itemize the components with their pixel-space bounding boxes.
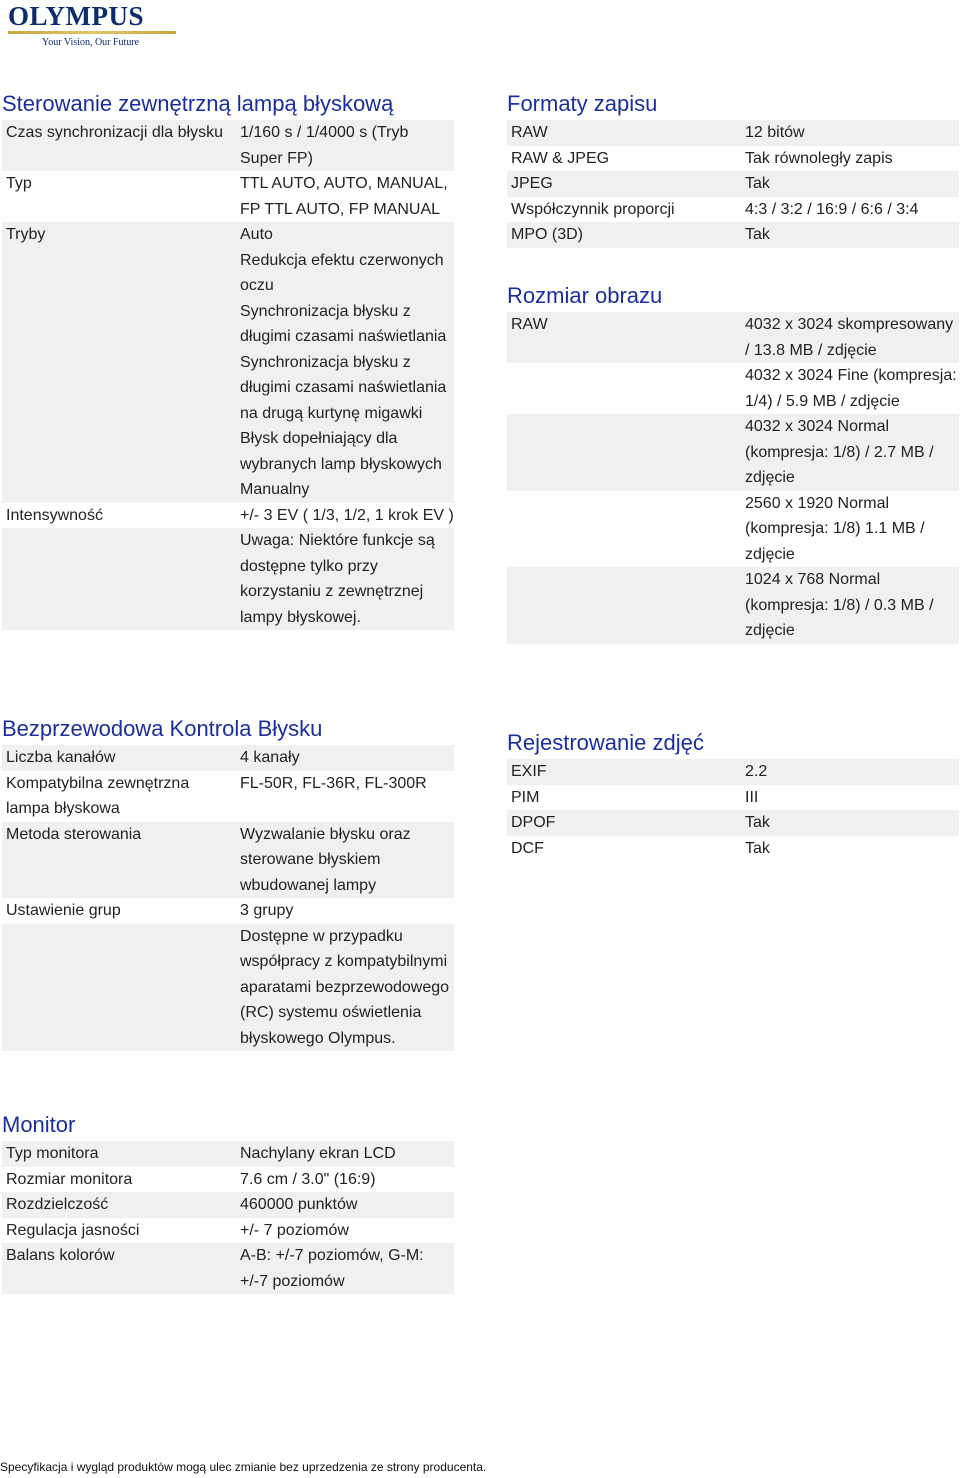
brand-swoosh bbox=[8, 31, 176, 34]
spec-value: 12 bitów bbox=[745, 124, 805, 141]
spec-label bbox=[2, 924, 240, 1052]
spec-label: RAW bbox=[511, 316, 548, 333]
spec-row bbox=[2, 350, 454, 427]
spec-row bbox=[2, 1141, 454, 1167]
spec-label: Rozdzielczość bbox=[6, 1196, 109, 1213]
spec-value: Wyzwalanie błysku oraz sterowane błyskiem wbudowanej lampy bbox=[240, 825, 411, 894]
spec-table bbox=[507, 759, 959, 861]
spec-value: 2.2 bbox=[745, 763, 768, 780]
spec-value: Tak równoległy zapis bbox=[745, 149, 893, 167]
section-flash-control bbox=[2, 90, 454, 630]
footer-disclaimer: Specyfikacja i wygląd produktów mogą ulec zmianie bez uprzedzenia ze strony producenta. bbox=[0, 1460, 487, 1474]
brand-name: OLYMPUS bbox=[8, 1, 145, 31]
spec-value: 1/160 s / 1/4000 s (Tryb Super FP) bbox=[240, 124, 409, 167]
spec-label: Typ bbox=[6, 175, 32, 192]
spec-row bbox=[2, 528, 454, 630]
spec-row bbox=[2, 745, 454, 771]
spec-value: Błysk dopełniający dla wybranych lamp błyskowych bbox=[240, 430, 442, 473]
spec-row bbox=[2, 924, 454, 1052]
spec-label: RAW & JPEG bbox=[511, 149, 610, 167]
spec-value: 2560 x 1920 Normal (kompresja: 1/8) 1.1 MB / zdjęcie bbox=[745, 494, 925, 563]
spec-value: 4:3 / 3:2 / 16:9 / 6:6 / 3:4 bbox=[745, 200, 919, 218]
spec-label: Intensywność bbox=[6, 506, 103, 524]
spec-label: Liczba kanałów bbox=[6, 749, 116, 766]
spec-row bbox=[507, 120, 959, 146]
spec-row bbox=[507, 414, 959, 491]
spec-row bbox=[2, 171, 454, 222]
spec-value: FL-50R, FL-36R, FL-300R bbox=[240, 774, 427, 792]
spec-label bbox=[507, 567, 745, 644]
spec-label: Balans kolorów bbox=[6, 1247, 115, 1264]
spec-row bbox=[507, 567, 959, 644]
spec-row bbox=[2, 503, 454, 529]
section-title: Rozmiar obrazu bbox=[507, 283, 663, 308]
brand-tagline: Your Vision, Our Future bbox=[42, 37, 140, 48]
spec-label: Tryby bbox=[6, 226, 46, 243]
spec-label: Czas synchronizacji dla błysku bbox=[6, 124, 223, 141]
spec-label: RAW bbox=[511, 124, 548, 141]
spec-row bbox=[507, 810, 959, 836]
spec-row bbox=[2, 426, 454, 477]
spec-value: 1024 x 768 Normal (kompresja: 1/8) / 0.3 MB / zdjęcie bbox=[745, 571, 934, 639]
spec-row bbox=[2, 222, 454, 248]
spec-label: Typ monitora bbox=[6, 1145, 99, 1162]
spec-row bbox=[2, 822, 454, 899]
section-recording-formats bbox=[507, 90, 959, 248]
spec-value: Uwaga: Niektóre funkcje są dostępne tylko przy korzystaniu z zewnętrznej lampy błyskowej. bbox=[240, 532, 435, 626]
spec-label: PIM bbox=[511, 788, 540, 806]
spec-value: 4032 x 3024 skompresowany / 13.8 MB / zdjęcie bbox=[745, 316, 954, 359]
spec-value: Tak bbox=[745, 814, 770, 831]
spec-row bbox=[2, 1243, 454, 1294]
spec-row bbox=[507, 759, 959, 785]
spec-value: Dostępne w przypadku współpracy z kompatybilnymi aparatami bezprzewodowego (RC) systemu oświetlenia błyskowego Olympus. bbox=[240, 927, 450, 1047]
spec-row bbox=[507, 363, 959, 414]
section-title: Formaty zapisu bbox=[507, 91, 658, 116]
spec-value: +/- 7 poziomów bbox=[240, 1221, 349, 1239]
section-image-recording bbox=[507, 729, 959, 861]
spec-label bbox=[2, 248, 240, 299]
spec-table bbox=[2, 745, 454, 1051]
brand-logo bbox=[8, 2, 180, 50]
section-title: Sterowanie zewnętrzną lampą błyskową bbox=[2, 91, 394, 116]
spec-row bbox=[2, 771, 454, 822]
spec-row bbox=[507, 785, 959, 811]
spec-value: TTL AUTO, AUTO, MANUAL, FP TTL AUTO, FP MANUAL bbox=[240, 175, 448, 218]
spec-label bbox=[507, 363, 745, 414]
spec-label: Metoda sterowania bbox=[6, 825, 142, 843]
spec-value: Tak bbox=[745, 226, 770, 243]
spec-value: Auto bbox=[240, 226, 273, 243]
spec-value: 4032 x 3024 Fine (kompresja: 1/4) / 5.9 MB / zdjęcie bbox=[745, 367, 957, 410]
spec-label bbox=[2, 426, 240, 477]
spec-label bbox=[2, 299, 240, 350]
spec-value: III bbox=[745, 788, 759, 806]
spec-value: Redukcja efektu czerwonych oczu bbox=[240, 251, 444, 294]
spec-label: Kompatybilna zewnętrzna lampa błyskowa bbox=[6, 774, 190, 817]
spec-row bbox=[507, 491, 959, 568]
spec-value: Tak bbox=[745, 839, 770, 857]
spec-table bbox=[507, 312, 959, 644]
spec-label: Regulacja jasności bbox=[6, 1221, 140, 1239]
spec-row bbox=[2, 1167, 454, 1193]
spec-label: JPEG bbox=[511, 175, 553, 192]
spec-label: Rozmiar monitora bbox=[6, 1170, 133, 1188]
spec-table bbox=[2, 120, 454, 630]
spec-row bbox=[507, 146, 959, 172]
spec-label bbox=[2, 350, 240, 427]
spec-value: 4032 x 3024 Normal (kompresja: 1/8) / 2.7 MB / zdjęcie bbox=[745, 418, 934, 486]
spec-value: +/- 3 EV ( 1/3, 1/2, 1 krok EV ) bbox=[240, 506, 454, 524]
spec-row bbox=[507, 312, 959, 363]
spec-row bbox=[2, 477, 454, 503]
section-title: Bezprzewodowa Kontrola Błysku bbox=[2, 716, 323, 741]
spec-row bbox=[2, 898, 454, 924]
spec-value: Synchronizacja błysku z długimi czasami naświetlania bbox=[240, 302, 447, 345]
spec-label: DCF bbox=[511, 839, 544, 857]
spec-row bbox=[2, 248, 454, 299]
spec-label bbox=[507, 491, 745, 568]
spec-label bbox=[2, 477, 240, 503]
spec-row bbox=[2, 1192, 454, 1218]
section-image-size bbox=[507, 282, 959, 644]
spec-row bbox=[507, 197, 959, 223]
spec-value: 7.6 cm / 3.0" (16:9) bbox=[240, 1170, 376, 1188]
section-monitor bbox=[2, 1111, 454, 1294]
spec-label: MPO (3D) bbox=[511, 226, 583, 243]
spec-value: 460000 punktów bbox=[240, 1196, 358, 1213]
spec-value: Manualny bbox=[240, 481, 310, 498]
spec-label: Współczynnik proporcji bbox=[511, 200, 675, 218]
spec-label bbox=[2, 528, 240, 630]
spec-row bbox=[2, 120, 454, 171]
spec-label: Ustawienie grup bbox=[6, 902, 121, 919]
spec-label bbox=[507, 414, 745, 491]
spec-row bbox=[2, 1218, 454, 1244]
spec-label: EXIF bbox=[511, 763, 547, 780]
spec-value: 4 kanały bbox=[240, 749, 300, 766]
section-title: Rejestrowanie zdjęć bbox=[507, 730, 704, 755]
spec-table bbox=[2, 1141, 454, 1294]
spec-table bbox=[507, 120, 959, 248]
spec-value: 3 grupy bbox=[240, 902, 294, 919]
section-title: Monitor bbox=[2, 1112, 76, 1137]
spec-row bbox=[507, 836, 959, 862]
spec-row bbox=[507, 222, 959, 248]
section-wireless-flash bbox=[2, 715, 454, 1051]
spec-label: DPOF bbox=[511, 814, 556, 831]
spec-value: Synchronizacja błysku z długimi czasami naświetlania na drugą kurtynę migawki bbox=[240, 353, 447, 422]
spec-row bbox=[507, 171, 959, 197]
spec-value: Nachylany ekran LCD bbox=[240, 1145, 396, 1162]
spec-value: Tak bbox=[745, 175, 770, 192]
spec-row bbox=[2, 299, 454, 350]
spec-value: A-B: +/-7 poziomów, G-M: +/-7 poziomów bbox=[240, 1247, 424, 1290]
